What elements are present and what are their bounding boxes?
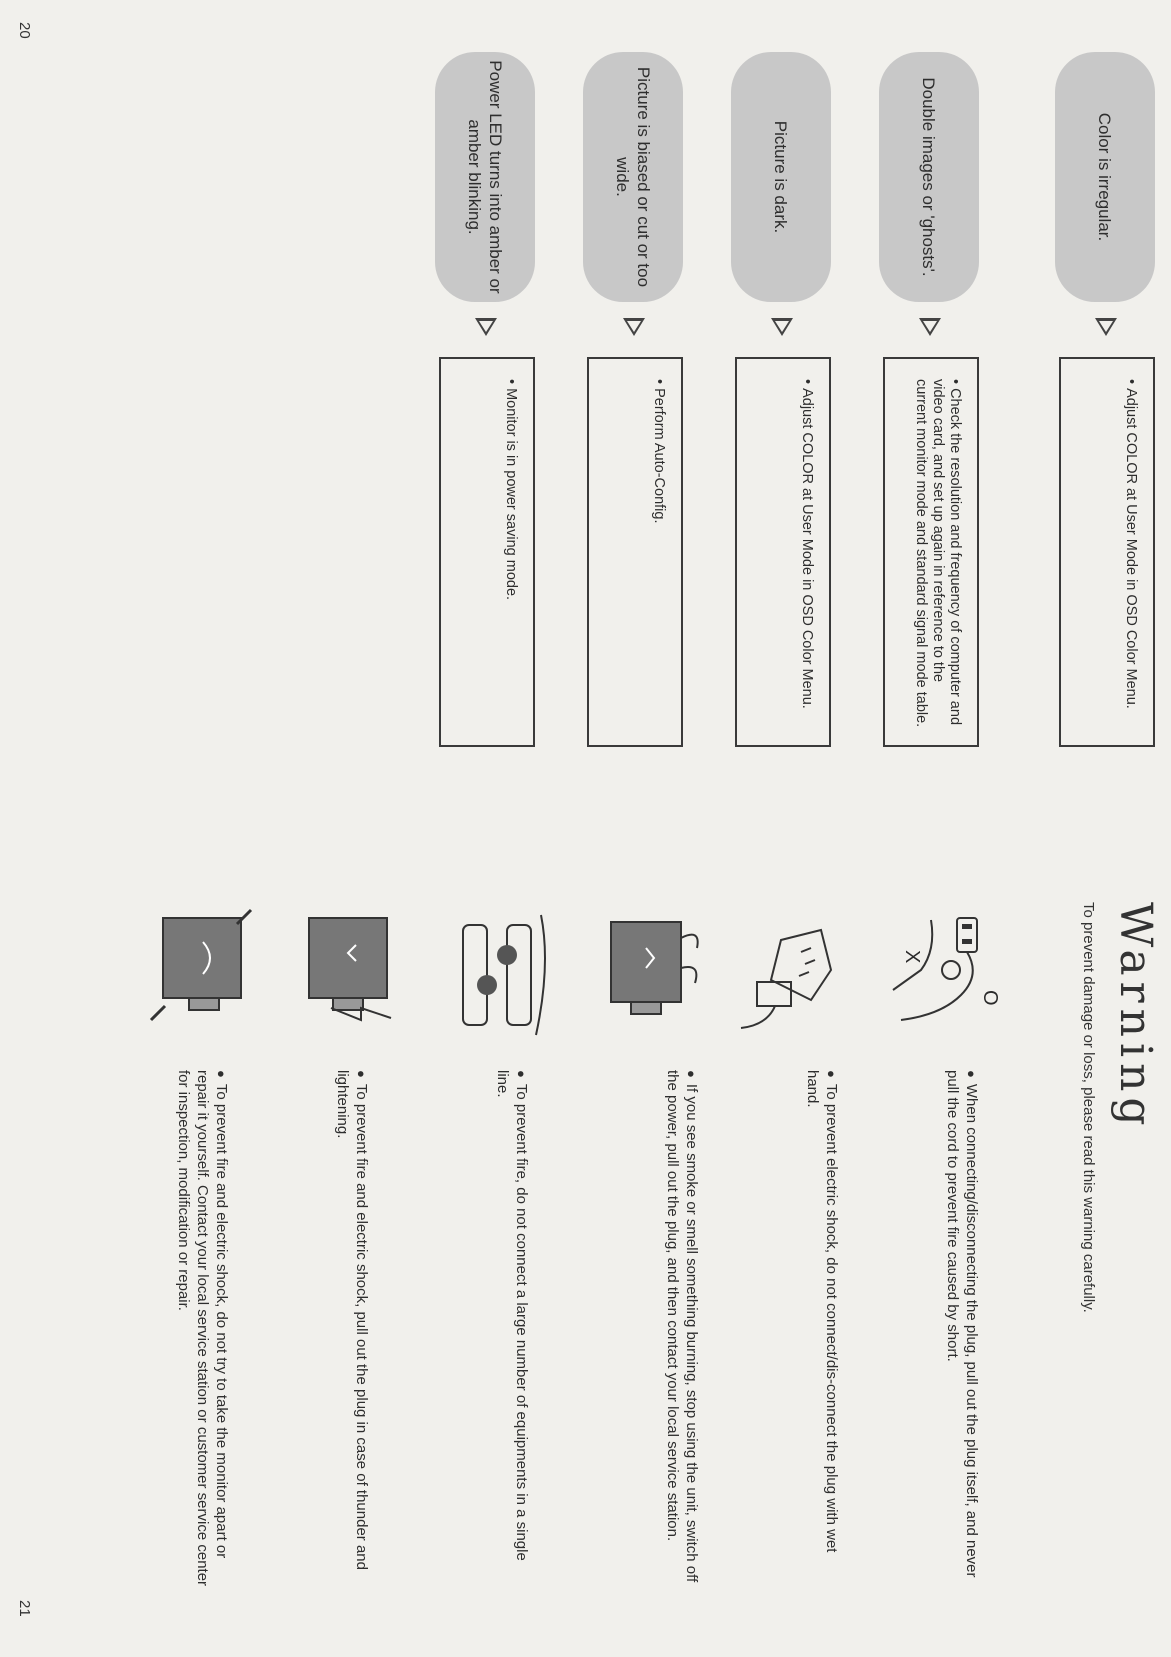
warning-item: ●To prevent fire, do not connect a large number of equipments in a single line. bbox=[494, 1070, 530, 1561]
warning-text: To prevent fire and electric shock, pull out the plug in case of thunder and lightening. bbox=[334, 1070, 370, 1570]
warning-item: ●To prevent fire and electric shock, do not try to take the monitor apart or repair it yourself. Contact your local service station or customer service center for inspection, modification or repair. bbox=[175, 1070, 230, 1587]
symptom-label: Picture is biased or cut or too wide. bbox=[583, 52, 683, 302]
symptom-label: Color is irregular. bbox=[1055, 52, 1155, 302]
page-number-right: 21 bbox=[16, 1600, 33, 1617]
symptom-label: Double images or 'ghosts'. bbox=[879, 52, 979, 302]
symptom-label: Picture is dark. bbox=[731, 52, 831, 302]
symptom-label: Power LED turns into amber or amber blinking. bbox=[435, 52, 535, 302]
warning-item: ●If you see smoke or smell something burning, stop using the unit, switch off the power, pull out the plug, and then contact your local service station. bbox=[664, 1070, 700, 1583]
troubleshooting-row bbox=[435, 0, 535, 800]
warning-text: To prevent fire and electric shock, do not try to take the monitor apart or repair it yourself. Contact your local service station or customer service center for inspection, modification or repair. bbox=[175, 1070, 230, 1587]
solution-box: •Adjust COLOR at User Mode in OSD Color Menu. bbox=[735, 357, 831, 747]
warning-text: If you see smoke or smell something burning, stop using the unit, switch off the power, pull out the plug, and then contact your local service station. bbox=[664, 1070, 700, 1583]
warning-item: ●To prevent fire and electric shock, pull out the plug in case of thunder and lightening. bbox=[334, 1070, 370, 1570]
solution-box: •Perform Auto-Config. bbox=[587, 357, 683, 747]
warning-text: To prevent fire, do not connect a large number of equipments in a single line. bbox=[494, 1070, 530, 1561]
solution-box: •Adjust COLOR at User Mode in OSD Color Menu. bbox=[1059, 357, 1155, 747]
thunder-monitor-icon bbox=[281, 900, 401, 1040]
warning-subtitle: To prevent damage or loss, please read this warning carefully. bbox=[1080, 902, 1097, 1313]
arrow-right-icon bbox=[919, 318, 941, 336]
page-number-left: 20 bbox=[16, 22, 33, 39]
wrong-mark: X bbox=[901, 950, 923, 964]
arrow-right-icon bbox=[475, 318, 497, 336]
warning-title: Warning bbox=[1110, 902, 1161, 1132]
solution-text: Adjust COLOR at User Mode in OSD Color Menu. bbox=[1123, 388, 1139, 709]
troubleshooting-row bbox=[879, 0, 979, 800]
plug-pull-icon bbox=[881, 900, 991, 1030]
solution-text: Perform Auto-Config. bbox=[651, 388, 667, 524]
arrow-right-icon bbox=[623, 318, 645, 336]
warning-item: ●When connecting/disconnecting the plug, pull out the plug itself, and never pull the cord to prevent fire caused by short. bbox=[944, 1070, 980, 1578]
arrow-right-icon bbox=[1095, 318, 1117, 336]
disassembly-monitor-icon bbox=[131, 900, 261, 1040]
correct-mark: O bbox=[979, 990, 1001, 1006]
solution-box: •Monitor is in power saving mode. bbox=[439, 357, 535, 747]
power-strip-icon bbox=[441, 905, 551, 1045]
wet-hand-icon bbox=[731, 910, 851, 1040]
solution-box: •Check the resolution and frequency of computer and video card, and set up again in reference to the current monitor mode and standard signal mode table. bbox=[883, 357, 979, 747]
troubleshooting-row bbox=[1055, 0, 1155, 800]
warning-text: When connecting/disconnecting the plug, pull out the plug itself, and never pull the cord to prevent fire caused by short. bbox=[944, 1070, 980, 1578]
warning-item: ●To prevent electric shock, do not connect/dis-connect the plug with wet hand. bbox=[804, 1070, 840, 1553]
warning-text: To prevent electric shock, do not connect/dis-connect the plug with wet hand. bbox=[804, 1070, 840, 1553]
smoking-monitor-icon bbox=[581, 908, 701, 1048]
troubleshooting-row bbox=[583, 0, 683, 800]
arrow-right-icon bbox=[771, 318, 793, 336]
troubleshooting-row bbox=[731, 0, 831, 800]
solution-text: Monitor is in power saving mode. bbox=[503, 388, 519, 601]
solution-text: Adjust COLOR at User Mode in OSD Color Menu. bbox=[799, 388, 815, 709]
solution-text: Check the resolution and frequency of computer and video card, and set up again in reference to the current monitor mode and standard signal mode table. bbox=[913, 379, 963, 728]
